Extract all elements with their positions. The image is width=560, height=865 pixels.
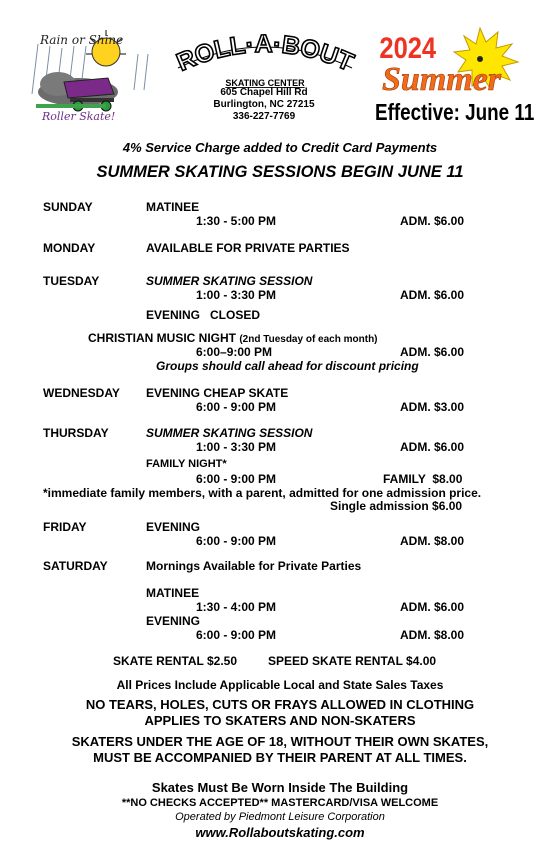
summer-2024-logo [376,26,528,102]
tuesday-session: SUMMER SKATING SESSION [146,274,313,288]
christian-label: CHRISTIAN MUSIC NIGHT [88,331,236,345]
sunday-admission: ADM. $6.00 [400,214,465,228]
saturday-matinee-admission: ADM. $6.00 [400,600,465,614]
family-night-price: FAMILY $8.00 [383,472,463,486]
address-line-2: Burlington, NC 27215 [213,99,315,110]
phone-number: 336-227-7769 [232,111,296,122]
family-night: FAMILY NIGHT* [146,458,227,470]
monday-session: AVAILABLE FOR PRIVATE PARTIES [146,241,350,255]
tuesday-time: 1:00 - 3:30 PM [196,288,277,302]
taxes-note: All Prices Include Applicable Local and State Sales Taxes [116,678,444,692]
logo-left-text-bottom: Roller Skate! [42,110,116,123]
wednesday-time: 6:00 - 9:00 PM [196,400,277,414]
sessions-headline: SUMMER SKATING SESSIONS BEGIN JUNE 11 [96,163,464,181]
friday-admission: ADM. $8.00 [400,534,465,548]
website-link[interactable]: www.Rollaboutskating.com [195,825,365,840]
dress-code-line-2: APPLIES TO SKATERS AND NON-SKATERS [144,713,416,728]
friday-time: 6:00 - 9:00 PM [196,534,277,548]
skates-rule: Skates Must Be Worn Inside The Building [151,780,409,795]
sunday-session: MATINEE [146,200,200,214]
family-note: *immediate family members, with a parent, admitted for one admission price. [43,486,482,500]
christian-admission: ADM. $6.00 [400,345,465,359]
wednesday-session: EVENING CHEAP SKATE [146,386,289,400]
christian-note: (2nd Tuesday of each month) [239,334,378,345]
logo-right-season: Summer [382,61,502,98]
logo-center-name: ROLL·A·BOUT [172,29,358,77]
saturday-matinee: MATINEE [146,586,200,600]
rain-or-shine-logo [28,24,160,124]
day-saturday: SATURDAY [43,559,108,573]
age-policy-line-2: MUST BE ACCOMPANIED BY THEIR PARENT AT ALL TIMES. [93,750,467,765]
svg-text:ROLL·A·BOUT [173,30,358,77]
operated-by: Operated by Piedmont Leisure Corporation [175,811,385,823]
address-line-1: 605 Chapel Hill Rd [220,87,308,98]
day-thursday: THURSDAY [43,426,109,440]
groups-note: Groups should call ahead for discount pricing [156,359,419,373]
wednesday-admission: ADM. $3.00 [400,400,465,414]
payment-note: **NO CHECKS ACCEPTED** MASTERCARD/VISA WELCOME [121,797,439,809]
thursday-time: 1:00 - 3:30 PM [196,440,277,454]
dress-code-line-1: NO TEARS, HOLES, CUTS OR FRAYS ALLOWED IN CLOTHING [85,697,475,712]
christian-music-night [88,331,378,345]
thursday-session: SUMMER SKATING SESSION [146,426,313,440]
family-night-time: 6:00 - 9:00 PM [196,472,277,486]
logo-left-text-top: Rain or Shine [40,33,124,47]
day-sunday: SUNDAY [43,200,93,214]
saturday-evening-admission: ADM. $8.00 [400,628,465,642]
day-wednesday: WEDNESDAY [43,386,120,400]
service-charge-notice: 4% Service Charge added to Credit Card Payments [122,140,438,155]
saturday-evening-time: 6:00 - 9:00 PM [196,628,277,642]
sunday-time: 1:30 - 5:00 PM [196,214,277,228]
day-monday: MONDAY [43,241,96,255]
thursday-admission: ADM. $6.00 [400,440,465,454]
single-admission: Single admission $6.00 [330,499,463,513]
effective-date: Effective: June 11 [375,99,535,125]
age-policy-line-1: SKATERS UNDER THE AGE OF 18, WITHOUT THEIR OWN SKATES, [71,734,489,749]
speed-skate-rental: SPEED SKATE RENTAL $4.00 [268,654,437,668]
day-tuesday: TUESDAY [43,274,100,288]
saturday-evening: EVENING [146,614,201,628]
logo-center-sub: SKATING CENTER [225,78,305,88]
logo-right-year: 2024 [379,31,437,65]
day-friday: FRIDAY [43,520,87,534]
saturday-mornings: Mornings Available for Private Parties [146,559,362,573]
friday-session: EVENING [146,520,201,534]
tuesday-admission: ADM. $6.00 [400,288,465,302]
rollabout-logo [170,28,360,90]
christian-time: 6:00–9:00 PM [196,345,273,359]
skate-rental: SKATE RENTAL $2.50 [113,654,238,668]
tuesday-evening: EVENING CLOSED [146,308,261,322]
saturday-matinee-time: 1:30 - 4:00 PM [196,600,277,614]
